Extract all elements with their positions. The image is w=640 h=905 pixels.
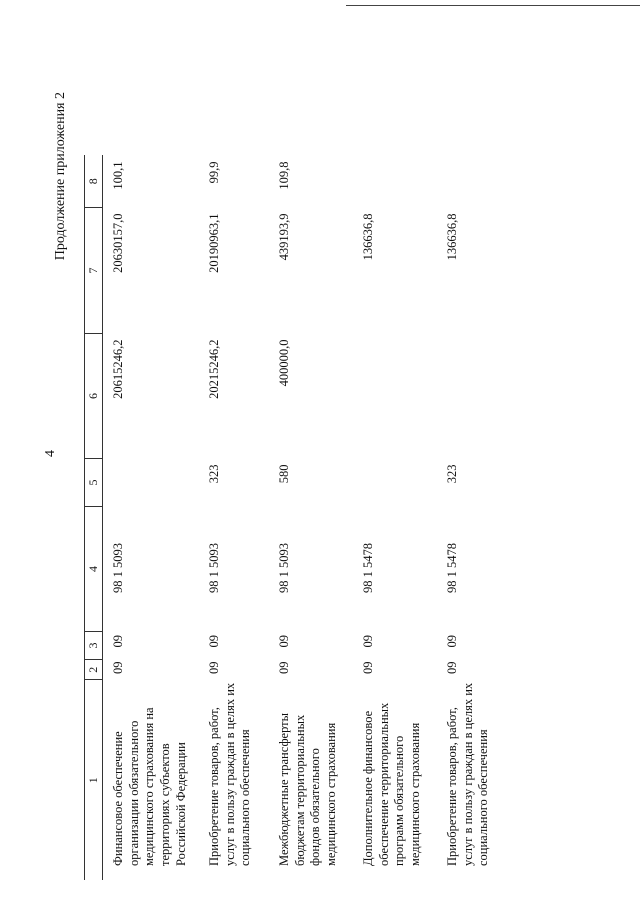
table-row: [199, 156, 269, 881]
cell-executed: 20630157,0: [111, 213, 125, 273]
row-name: Дополнительное финансовое обеспечение территориальных программ обязательного медицинского страхования: [361, 702, 422, 866]
cell-executed: 20190963,1: [207, 213, 221, 273]
cell-section: 09: [277, 661, 291, 674]
cell-percent: 109,8: [277, 161, 291, 190]
cell-target-article: 98 1 5478: [361, 543, 375, 593]
table-row: [437, 156, 505, 881]
cell-section: 09: [111, 661, 125, 674]
col-header-1: 1: [85, 680, 103, 880]
page-number: 4: [43, 450, 58, 457]
table-row: [103, 156, 200, 881]
cell-expense-type: [103, 459, 200, 507]
col-header-7: 7: [85, 208, 103, 334]
cell-percent: 99,9: [207, 161, 221, 184]
cell-executed: 136636,8: [361, 213, 375, 261]
cell-approved: [437, 334, 505, 459]
cell-section: 09: [207, 661, 221, 674]
cell-percent: [437, 156, 505, 208]
table-row: [353, 156, 437, 881]
cell-approved: 20215246,2: [207, 339, 221, 399]
col-header-3: 3: [85, 632, 103, 660]
cell-percent: [353, 156, 437, 208]
cell-subsection: 09: [111, 635, 125, 648]
col-header-2: 2: [85, 660, 103, 681]
cell-subsection: 09: [445, 635, 459, 648]
cell-expense-type: 580: [277, 464, 291, 484]
row-name: Финансовое обеспечение организации обязательного медицинского страхования на территориях субъектов Российской Федерации: [111, 707, 188, 866]
cell-subsection: 09: [277, 635, 291, 648]
header-row: [85, 156, 103, 881]
cell-target-article: 98 1 5093: [207, 543, 221, 593]
row-name: Межбюджетные трансферты бюджетам территориальных фондов обязательного медицинского страхования: [277, 712, 338, 866]
appendix-table: [84, 156, 505, 881]
table-row: [269, 156, 353, 881]
row-name: Приобретение товаров, работ, услуг в пользу граждан в целях их социального обеспечения: [207, 682, 253, 866]
col-header-5: 5: [85, 459, 103, 507]
row-name: Приобретение товаров, работ, услуг в пользу граждан в целях их социального обеспечения: [445, 682, 491, 866]
cell-approved: 400000,0: [277, 339, 291, 387]
cell-target-article: 98 1 5093: [111, 543, 125, 593]
cell-subsection: 09: [361, 635, 375, 648]
cell-approved: 20615246,2: [111, 339, 125, 399]
col-header-4: 4: [85, 507, 103, 632]
cell-expense-type: 323: [207, 464, 221, 484]
cell-section: 09: [445, 661, 459, 674]
cell-target-article: 98 1 5093: [277, 543, 291, 593]
cell-executed: 136636,8: [445, 213, 459, 261]
cell-section: 09: [361, 661, 375, 674]
cell-target-article: 98 1 5478: [445, 543, 459, 593]
cell-approved: [353, 334, 437, 459]
cell-expense-type: 323: [445, 464, 459, 484]
cell-subsection: 09: [207, 635, 221, 648]
cell-expense-type: [353, 459, 437, 507]
col-header-8: 8: [85, 156, 103, 208]
cell-executed: 439193,9: [277, 213, 291, 261]
continuation-title: Продолжение приложения 2: [53, 92, 68, 261]
cell-percent: 100,1: [111, 161, 125, 190]
col-header-6: 6: [85, 334, 103, 459]
